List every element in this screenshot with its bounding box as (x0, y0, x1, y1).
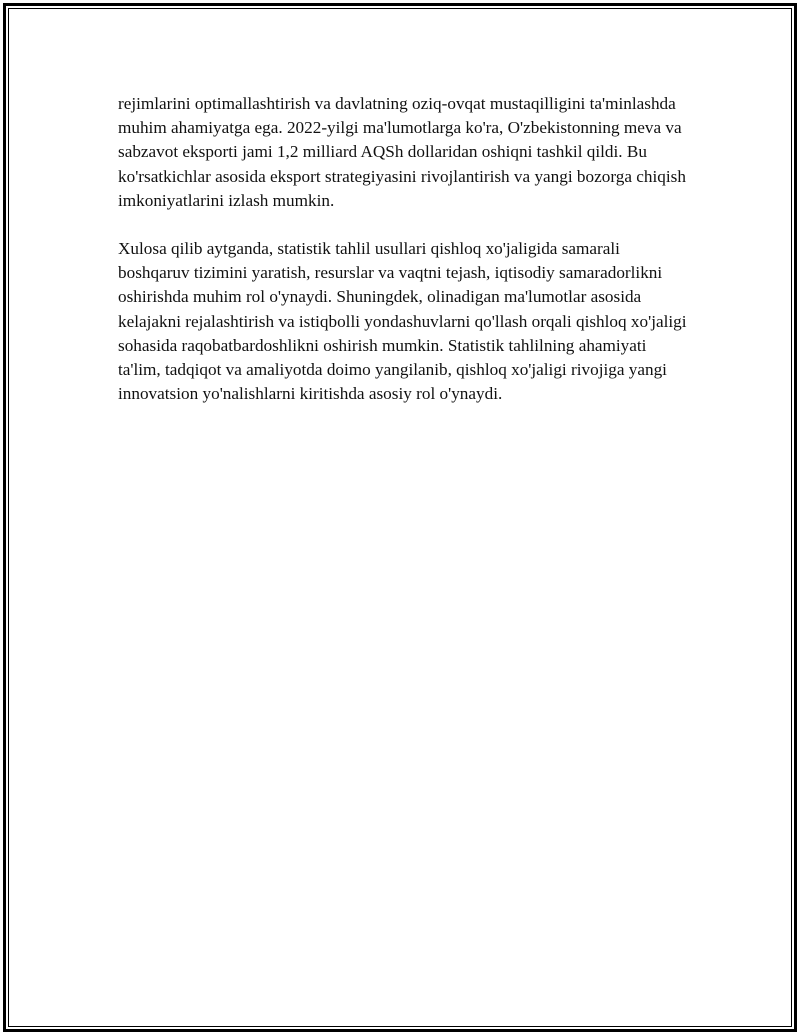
document-body (118, 92, 688, 406)
paragraph-export-data: rejimlarini optimallashtirish va davlatning oziq-ovqat mustaqilligini ta'minlashda muhim ahamiyatga ega. 2022-yilgi ma'lumotlarga ko'ra, O'zbekistonning meva va sabzavot eksporti jami 1,2 milliard AQSh dollaridan oshiqni tashkil qildi. Bu ko'rsatkichlar asosida eksport strategiyasini rivojlantirish va yangi bozorga chiqish imkoniyatlarini izlash mumkin. (118, 94, 686, 210)
paragraph-conclusion: Xulosa qilib aytganda, statistik tahlil usullari qishloq xo'jaligida samarali boshqaruv tizimini yaratish, resurslar va vaqtni tejash, iqtisodiy samaradorlikni oshirishda muhim rol o'ynaydi. Shuningdek, olinadigan ma'lumotlar asosida kelajakni rejalashtirish va istiqbolli yondashuvlarni qo'llash orqali qishloq xo'jaligi sohasida raqobatbardoshlikni oshirish mumkin. Statistik tahlilning ahamiyati ta'lim, tadqiqot va amaliyotda doimo yangilanib, qishloq xo'jaligi rivojiga yangi innovatsion yo'nalishlarni kiritishda asosiy rol o'ynaydi. (118, 239, 687, 404)
